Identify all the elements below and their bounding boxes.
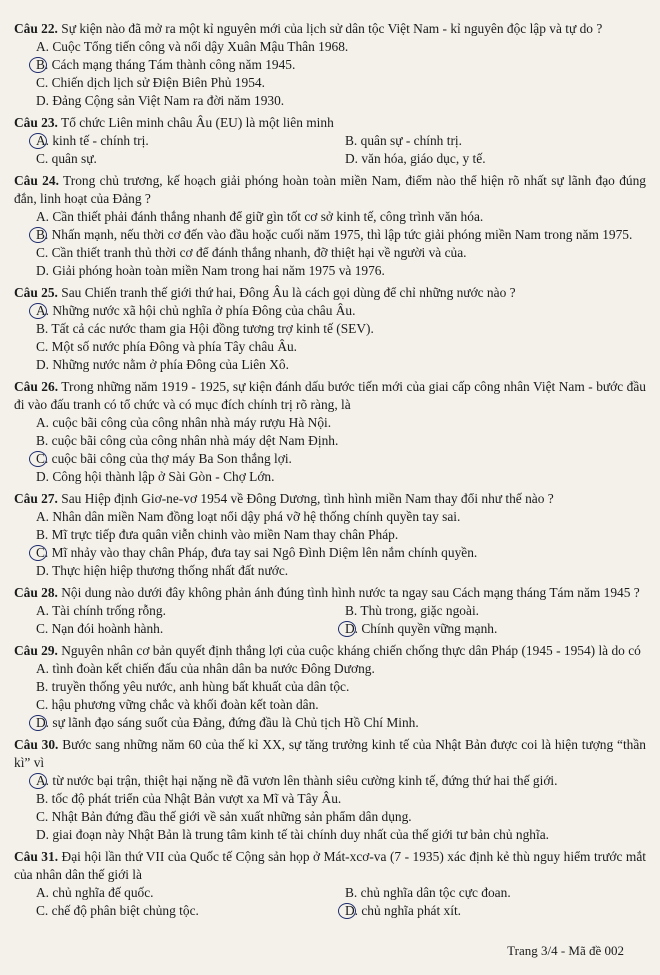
answer-option-d: D. Những nước nằm ở phía Đông của Liên Xô.: [36, 357, 289, 372]
question-number: Câu 29.: [14, 643, 58, 658]
question-23: [14, 114, 646, 168]
answer-option-b: B. chủ nghĩa dân tộc cực đoan.: [345, 885, 511, 900]
answer-option-a: A. Tài chính trống rỗng.: [36, 603, 166, 618]
answer-option-c: C. Nạn đói hoành hành.: [36, 621, 164, 636]
answer-options: [14, 602, 646, 638]
answer-option-b: B. Cách mạng tháng Tám thành công năm 1945.: [14, 56, 646, 74]
answer-option-a: A. Nhân dân miền Nam đồng loạt nổi dậy phá vỡ hệ thống chính quyền tay sai.: [36, 509, 461, 524]
answer-option-a: A. Cuộc Tổng tiến công và nổi dậy Xuân Mậu Thân 1968.: [36, 39, 349, 54]
question-text: Trong chủ trương, kế hoạch giải phóng hoàn toàn miền Nam, điểm nào thể hiện rõ nhất sự lãnh đạo đúng đắn, linh hoạt của Đảng ?: [14, 173, 646, 206]
question-number: Câu 22.: [14, 21, 58, 36]
answer-option-a: A. tình đoàn kết chiến đấu của nhân dân ba nước Đông Dương.: [36, 661, 375, 676]
answer-option-a: A. Cần thiết phải đánh thắng nhanh để giữ gìn tốt cơ sở kinh tế, công trình văn hóa.: [36, 209, 484, 224]
answer-option-d: D. Chính quyền vững mạnh.: [333, 620, 646, 638]
answer-option-a: A. chủ nghĩa đế quốc.: [36, 885, 154, 900]
question-number: Câu 23.: [14, 115, 58, 130]
answer-options: [14, 772, 646, 844]
answer-option-d: D. văn hóa, giáo dục, y tế.: [345, 151, 486, 166]
question-31: [14, 848, 646, 920]
answer-option-c: C. Nhật Bản đứng đầu thế giới về sản xuất những sản phẩm dân dụng.: [36, 809, 412, 824]
question-28: [14, 584, 646, 638]
question-stem: [14, 584, 646, 602]
answer-options: [14, 508, 646, 580]
answer-option-a: A. từ nước bại trận, thiệt hại nặng nề đã vươn lên thành siêu cường kinh tế, đứng thứ hai thế giới.: [14, 772, 646, 790]
answer-options: [14, 414, 646, 486]
question-number: Câu 30.: [14, 737, 59, 752]
answer-option-c: C. hậu phương vững chắc và khối đoàn kết toàn dân.: [36, 697, 319, 712]
question-number: Câu 25.: [14, 285, 58, 300]
question-text: Sự kiện nào đã mở ra một kỉ nguyên mới của lịch sử dân tộc Việt Nam - kỉ nguyên độc lập và tự do ?: [61, 21, 603, 36]
answer-option-a: A. kinh tế - chính trị.: [14, 132, 327, 150]
answer-option-d: D. Đảng Cộng sản Việt Nam ra đời năm 1930.: [36, 93, 285, 108]
question-number: Câu 28.: [14, 585, 58, 600]
page-footer: Trang 3/4 - Mã đề 002: [507, 943, 624, 958]
question-number: Câu 31.: [14, 849, 59, 864]
answer-option-c: C. quân sự.: [36, 151, 97, 166]
question-stem: [14, 736, 646, 772]
question-number: Câu 27.: [14, 491, 58, 506]
answer-options: [14, 132, 646, 168]
question-number: Câu 26.: [14, 379, 59, 394]
question-stem: [14, 642, 646, 660]
answer-option-c: C. Một số nước phía Đông và phía Tây châu Âu.: [36, 339, 298, 354]
answer-option-c: C. Cần thiết tranh thủ thời cơ để đánh thắng nhanh, đỡ thiệt hại về người và của.: [36, 245, 467, 260]
answer-option-a: A. cuộc bãi công của công nhân nhà máy rượu Hà Nội.: [36, 415, 332, 430]
answer-option-b: B. cuộc bãi công của công nhân nhà máy dệt Nam Định.: [36, 433, 339, 448]
question-stem: [14, 490, 646, 508]
question-text: Nguyên nhân cơ bản quyết định thắng lợi của cuộc kháng chiến chống thực dân Pháp (1945 - 1954) là do có: [61, 643, 641, 658]
question-26: [14, 378, 646, 486]
answer-options: [14, 884, 646, 920]
question-stem: [14, 848, 646, 884]
answer-option-b: B. Mĩ trực tiếp đưa quân viễn chinh vào miền Nam thay chân Pháp.: [36, 527, 399, 542]
answer-options: [14, 38, 646, 110]
question-22: [14, 20, 646, 110]
question-stem: [14, 284, 646, 302]
answer-option-d: D. sự lãnh đạo sáng suốt của Đảng, đứng đầu là Chủ tịch Hồ Chí Minh.: [14, 714, 646, 732]
question-text: Bước sang những năm 60 của thế kỉ XX, sự tăng trưởng kinh tế của Nhật Bản được coi là hiện tượng “thần kì” vì: [14, 737, 646, 770]
answer-option-c: C. chế độ phân biệt chủng tộc.: [36, 903, 199, 918]
answer-option-a: A. Những nước xã hội chủ nghĩa ở phía Đông của châu Âu.: [14, 302, 646, 320]
question-24: [14, 172, 646, 280]
answer-option-b: B. truyền thống yêu nước, anh hùng bất khuất của dân tộc.: [36, 679, 350, 694]
question-27: [14, 490, 646, 580]
answer-option-d: D. Giải phóng hoàn toàn miền Nam trong hai năm 1975 và 1976.: [36, 263, 385, 278]
answer-option-d: D. giai đoạn này Nhật Bản là trung tâm kinh tế tài chính duy nhất của thế giới tư bản chủ nghĩa.: [36, 827, 550, 842]
question-number: Câu 24.: [14, 173, 59, 188]
question-text: Sau Chiến tranh thế giới thứ hai, Đông Âu là cách gọi dùng để chỉ những nước nào ?: [61, 285, 516, 300]
answer-option-b: B. quân sự - chính trị.: [345, 133, 462, 148]
question-text: Tổ chức Liên minh châu Âu (EU) là một liên minh: [61, 115, 334, 130]
answer-option-b: B. tốc độ phát triển của Nhật Bản vượt xa Mĩ và Tây Âu.: [36, 791, 342, 806]
question-stem: [14, 114, 646, 132]
answer-option-c: C. cuộc bãi công của thợ máy Ba Son thắng lợi.: [14, 450, 646, 468]
question-29: [14, 642, 646, 732]
question-text: Trong những năm 1919 - 1925, sự kiện đánh dấu bước tiến mới của giai cấp công nhân Việt Nam - bước đầu đi vào đấu tranh có tổ chức và có mục đích chính trị rõ ràng, là: [14, 379, 646, 412]
answer-option-b: B. Nhấn mạnh, nếu thời cơ đến vào đầu hoặc cuối năm 1975, thì lập tức giải phóng miền Nam trong năm 1975.: [14, 226, 646, 244]
answer-option-c: C. Chiến dịch lịch sử Điện Biên Phủ 1954.: [36, 75, 265, 90]
question-text: Nội dung nào dưới đây không phản ánh đúng tình hình nước ta ngay sau Cách mạng tháng Tám năm 1945 ?: [61, 585, 640, 600]
question-stem: [14, 20, 646, 38]
question-text: Đại hội lần thứ VII của Quốc tế Cộng sản họp ở Mát-xcơ-va (7 - 1935) xác định kẻ thù nguy hiểm trước mắt của nhân dân thế giới là: [14, 849, 646, 882]
answer-option-d: D. Thực hiện hiệp thương thống nhất đất nước.: [36, 563, 289, 578]
answer-options: [14, 302, 646, 374]
answer-options: [14, 208, 646, 280]
question-stem: [14, 378, 646, 414]
answer-option-d: D. Công hội thành lập ở Sài Gòn - Chợ Lớn.: [36, 469, 275, 484]
answer-option-b: B. Tất cả các nước tham gia Hội đồng tương trợ kinh tế (SEV).: [36, 321, 374, 336]
answer-option-c: C. Mĩ nhảy vào thay chân Pháp, đưa tay sai Ngô Đình Diệm lên nắm chính quyền.: [14, 544, 646, 562]
answer-option-d: D. chủ nghĩa phát xít.: [333, 902, 646, 920]
question-list: [14, 20, 646, 920]
question-25: [14, 284, 646, 374]
question-30: [14, 736, 646, 844]
answer-option-b: B. Thù trong, giặc ngoài.: [345, 603, 480, 618]
question-stem: [14, 172, 646, 208]
answer-options: [14, 660, 646, 732]
question-text: Sau Hiệp định Giơ-ne-vơ 1954 về Đông Dương, tình hình miền Nam thay đổi như thế nào ?: [61, 491, 554, 506]
